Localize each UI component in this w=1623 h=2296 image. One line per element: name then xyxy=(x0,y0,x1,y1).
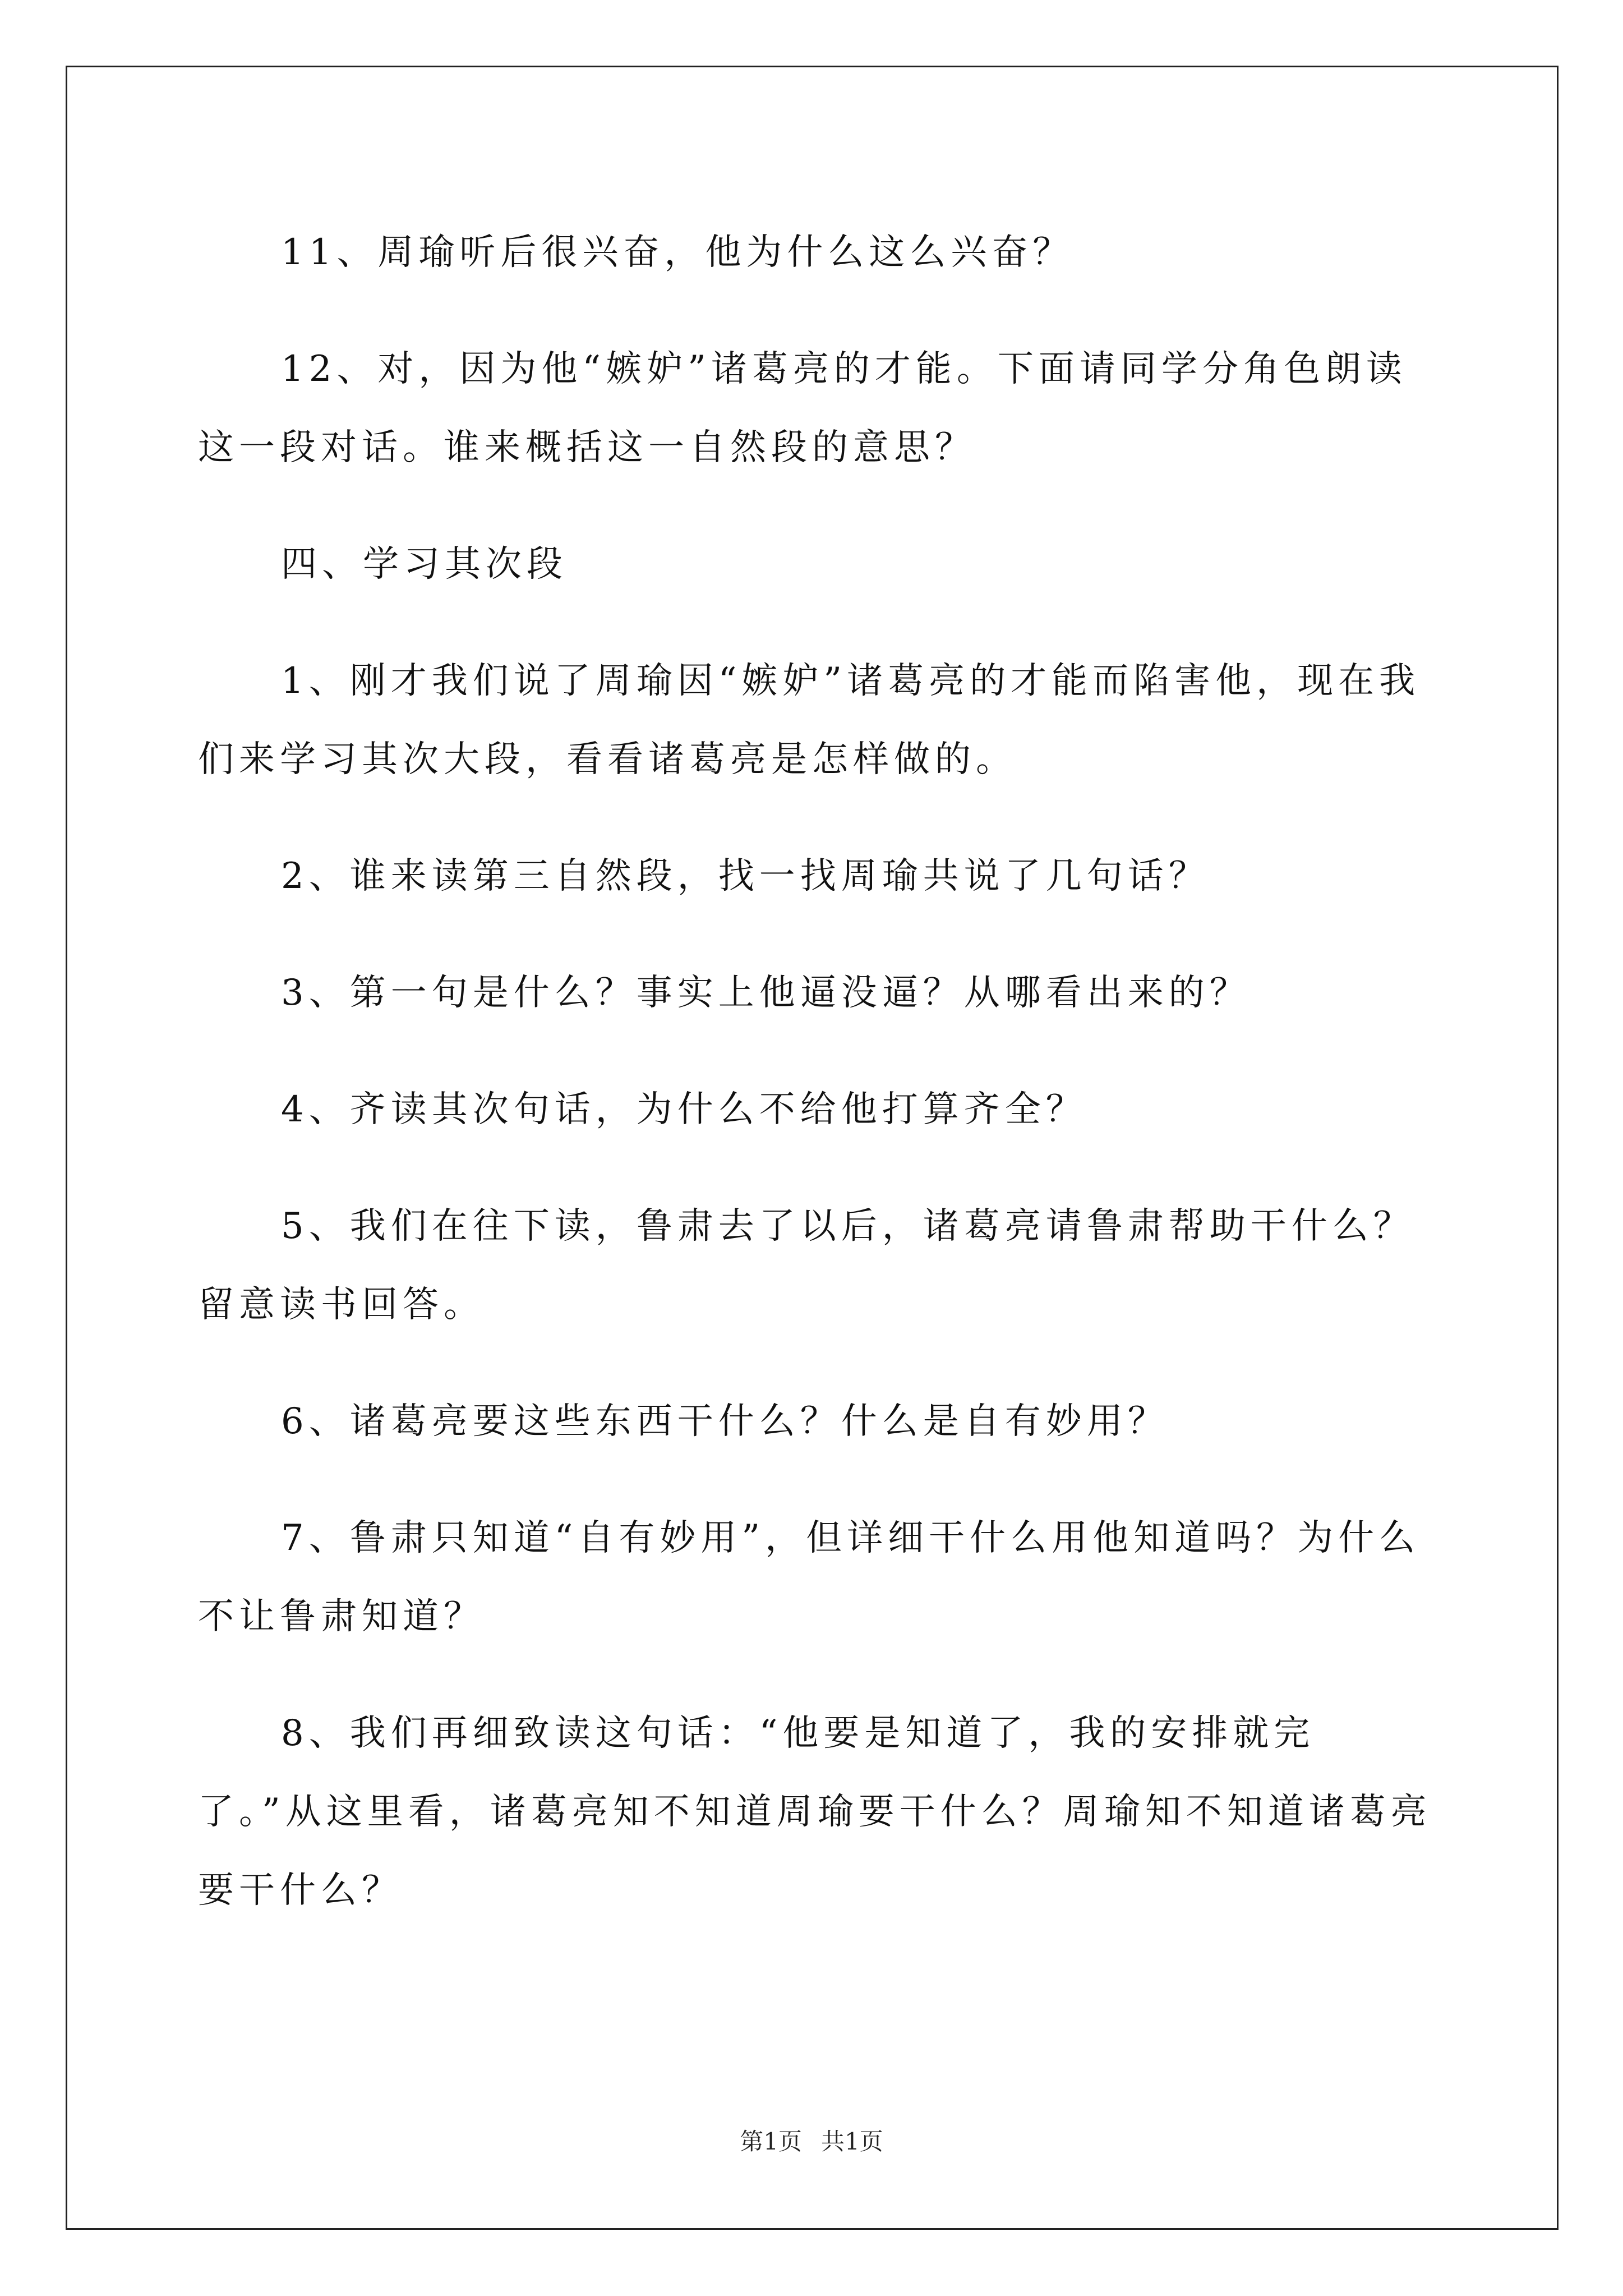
page-total: 共1页 xyxy=(821,2128,883,2155)
paragraph-3: 3、第一句是什么？事实上他逼没逼？从哪看出来的？ xyxy=(281,972,1251,1014)
page-footer xyxy=(0,2128,1623,2156)
section-heading: 四、学习其次段 xyxy=(281,544,568,585)
paragraph-8: 8、我们再细致读这句话：“他要是知道了，我的安排就完了。”从这里看，诸葛亮知不知道周瑜要干什么？周瑜知不知道诸葛亮要干什么？ xyxy=(198,1713,1432,1911)
paragraph-11: 11、周瑜听后很兴奋，他为什么这么兴奋？ xyxy=(281,232,1074,273)
paragraph-4: 4、齐读其次句话，为什么不给他打算齐全？ xyxy=(281,1089,1087,1130)
document-body xyxy=(198,213,1432,1930)
paragraph-1: 1、刚才我们说了周瑜因“嫉妒”诸葛亮的才能而陷害他，现在我们来学习其次大段，看看诸葛亮是怎样做的。 xyxy=(198,660,1421,780)
paragraph-6: 6、诸葛亮要这些东西干什么？什么是自有妙用？ xyxy=(281,1401,1169,1442)
paragraph-12: 12、对，因为他“嫉妒”诸葛亮的才能。下面请同学分角色朗读这一段对话。谁来概括这一自然段的意思？ xyxy=(198,348,1407,468)
paragraph-7: 7、鲁肃只知道“自有妙用”，但详细干什么用他知道吗？为什么不让鲁肃知道？ xyxy=(198,1517,1421,1637)
paragraph-2: 2、谁来读第三自然段，找一找周瑜共说了几句话？ xyxy=(281,855,1210,897)
paragraph-5: 5、我们在往下读，鲁肃去了以后，诸葛亮请鲁肃帮助干什么？留意读书回答。 xyxy=(198,1205,1414,1326)
page-number: 第1页 xyxy=(740,2128,802,2155)
